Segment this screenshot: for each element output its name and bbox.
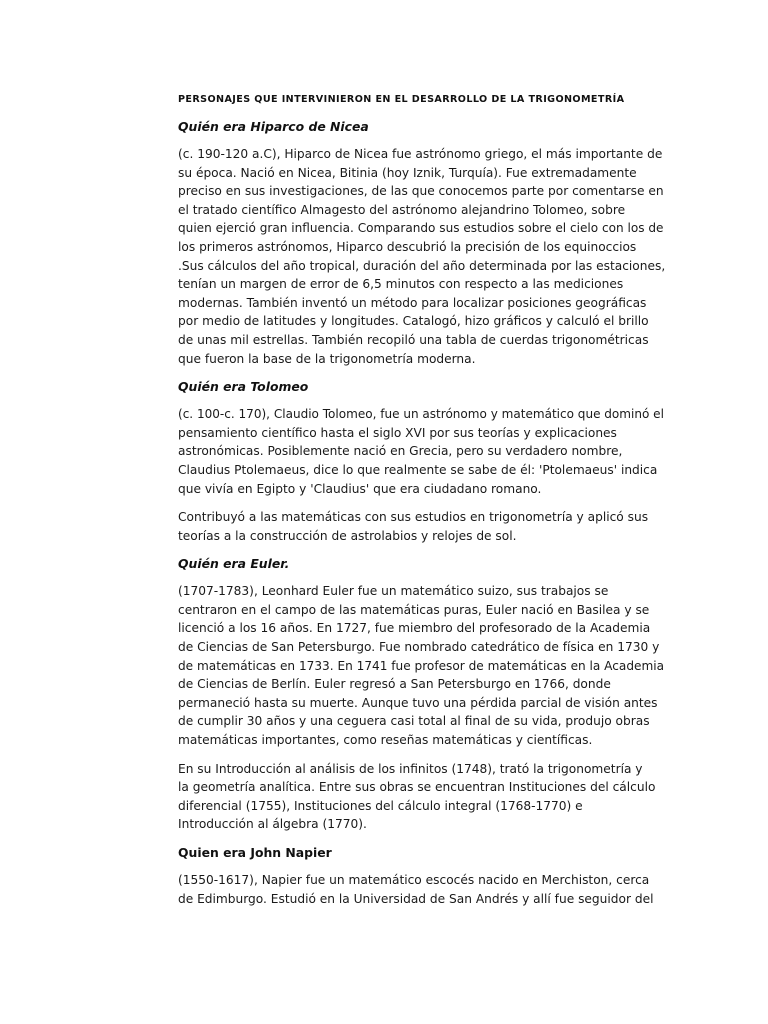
paragraph-line: de cumplir 30 años y una ceguera casi total al final de su vida, produjo obras [178, 714, 650, 729]
document-body [178, 92, 666, 918]
paragraph-line: (1707-1783), Leonhard Euler fue un matemático suizo, sus trabajos se [178, 584, 609, 599]
paragraph-line: matemáticas importantes, como reseñas matemáticas y científicas. [178, 733, 593, 748]
paragraph-line: que vivía en Egipto y 'Claudius' que era ciudadano romano. [178, 481, 542, 496]
section-paragraph [178, 145, 666, 368]
paragraph-line: la geometría analítica. Entre sus obras se encuentran Instituciones del cálculo [178, 780, 656, 795]
paragraph-line: teorías a la construcción de astrolabios y relojes de sol. [178, 528, 517, 543]
paragraph-line: quien ejerció gran influencia. Comparando sus estudios sobre el cielo con los de [178, 221, 664, 236]
paragraph-line: Introducción al álgebra (1770). [178, 817, 367, 832]
document-sections [178, 118, 666, 908]
section-heading: Quién era Hiparco de Nicea [178, 119, 369, 134]
section-heading: Quien era John Napier [178, 845, 332, 860]
paragraph-line: Contribuyó a las matemáticas con sus estudios en trigonometría y aplicó sus [178, 510, 649, 525]
paragraph-line: tenían un margen de error de 6,5 minutos con respecto a las mediciones [178, 277, 624, 292]
document-title: PERSONAJES QUE INTERVINIERON EN EL DESARROLLO DE LA TRIGONOMETRÍA [178, 94, 625, 105]
section-heading: Quién era Tolomeo [178, 379, 309, 395]
paragraph-line: el tratado científico Almagesto del astrónomo alejandrino Tolomeo, sobre [178, 202, 626, 217]
paragraph-line: licenció a los 16 años. En 1727, fue miembro del profesorado de la Academia [178, 621, 651, 636]
paragraph-line: Claudius Ptolemaeus, dice lo que realmente se sabe de él: 'Ptolemaeus' indica [178, 462, 658, 477]
paragraph-line: de matemáticas en 1733. En 1741 fue profesor de matemáticas en la Academia [178, 658, 665, 673]
section-paragraph [178, 760, 666, 834]
paragraph-line: diferencial (1755), Instituciones del cálculo integral (1768-1770) e [178, 798, 583, 813]
paragraph-line: modernas. También inventó un método para localizar posiciones geográficas [178, 295, 647, 310]
paragraph-line: que fueron la base de la trigonometría moderna. [178, 351, 476, 366]
paragraph-line: astronómicas. Posiblemente nació en Grecia, pero su verdadero nombre, [178, 444, 623, 459]
paragraph-line: por medio de latitudes y longitudes. Catalogó, hizo gráficos y calculó el brillo [178, 314, 649, 329]
section-paragraph [178, 405, 666, 498]
section-paragraph [178, 582, 666, 749]
section-paragraph [178, 871, 666, 908]
paragraph-line: (1550-1617), Napier fue un matemático escocés nacido en Merchiston, cerca [178, 873, 650, 887]
paragraph-line: centraron en el campo de las matemáticas puras, Euler nació en Basilea y se [178, 602, 650, 617]
paragraph-line: de Edimburgo. Estudió en la Universidad de San Andrés y allí fue seguidor del [178, 891, 654, 906]
paragraph-line: pensamiento científico hasta el siglo XVI por sus teorías y explicaciones [178, 425, 617, 440]
paragraph-line: permaneció hasta su muerte. Aunque tuvo una pérdida parcial de visión antes [178, 695, 658, 710]
paragraph-line: de unas mil estrellas. También recopiló una tabla de cuerdas trigonométricas [178, 332, 649, 347]
section-heading: Quién era Euler. [178, 556, 290, 572]
paragraph-line: (c. 100-c. 170), Claudio Tolomeo, fue un astrónomo y matemático que dominó el [178, 407, 664, 422]
paragraph-line: los primeros astrónomos, Hiparco descubrió la precisión de los equinoccios [178, 239, 637, 254]
paragraph-line: su época. Nació en Nicea, Bitinia (hoy Iznik, Turquía). Fue extremadamente [178, 165, 637, 180]
paragraph-line: (c. 190-120 a.C), Hiparco de Nicea fue astrónomo griego, el más importante de [178, 147, 663, 161]
paragraph-line: preciso en sus investigaciones, de las que conocemos parte por comentarse en [178, 184, 664, 199]
paragraph-line: de Ciencias de San Petersburgo. Fue nombrado catedrático de física en 1730 y [178, 640, 660, 655]
section-paragraph [178, 508, 666, 545]
paragraph-line: de Ciencias de Berlín. Euler regresó a San Petersburgo en 1766, donde [178, 677, 611, 692]
paragraph-line: .Sus cálculos del año tropical, duración del año determinada por las estaciones, [178, 258, 666, 273]
paragraph-line: En su Introducción al análisis de los infinitos (1748), trató la trigonometría y [178, 761, 643, 776]
